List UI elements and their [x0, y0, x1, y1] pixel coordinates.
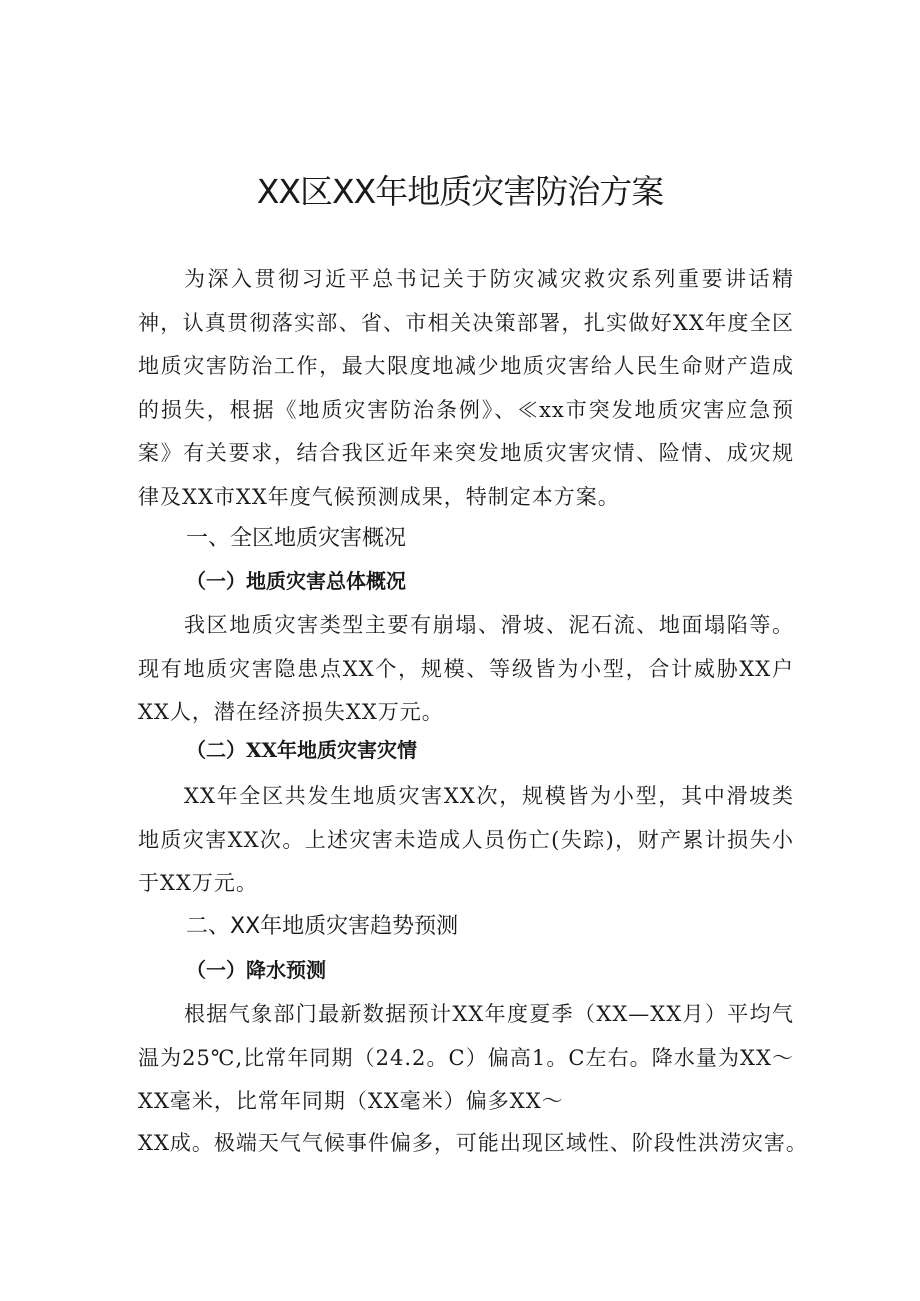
section-1-sub-2-paragraph: XX年全区共发生地质灾害XX次，规模皆为小型，其中滑坡类地质灾害XX次。上述灾害未造成人员伤亡(失踪)，财产累计损失小于XX万元。 [138, 784, 794, 895]
section-2-sub-1-heading: （一）降水预测 [186, 958, 326, 982]
section-1-sub-2-heading: （二）XX年地质灾害灾情 [186, 738, 418, 762]
section-2-heading: 二、XX年地质灾害趋势预测 [186, 914, 459, 939]
intro-paragraph: 为深入贯彻习近平总书记关于防灾减灾救灾系列重要讲话精神，认真贯彻落实部、省、市相关决策部署，扎实做好XX年度全区地质灾害防治工作，最大限度地减少地质灾害给人民生命财产造成的损失，根据《地质灾害防治条例》、≪xx市突发地质灾害应急预案》有关要求，结合我区近年来突发地质灾害灾情、险情、成灾规律及XX市XX年度气候预测成果，特制定本方案。 [138, 267, 794, 509]
section-2-sub-1-paragraph-continued: XX成。极端天气气候事件偏多，可能出现区域性、阶段性洪涝灾害。 [138, 1131, 808, 1155]
document-title: XX区XX年地质灾害防治方案 [256, 172, 664, 211]
section-2-sub-1-paragraph: 根据气象部门最新数据预计XX年度夏季（XX—XX月）平均气温为25℃,比常年同期（24.2。C）偏高1。C左右。降水量为XX～XX毫米，比常年同期（XX毫米）偏多XX～ [138, 1002, 794, 1113]
section-1-heading: 一、全区地质灾害概况 [186, 526, 407, 551]
section-1-sub-1-paragraph: 我区地质灾害类型主要有崩塌、滑坡、泥石流、地面塌陷等。现有地质灾害隐患点XX个，规模、等级皆为小型，合计威胁XX户XX人，潜在经济损失XX万元。 [138, 613, 794, 724]
section-1-sub-1-heading: （一）地质灾害总体概况 [186, 569, 406, 593]
